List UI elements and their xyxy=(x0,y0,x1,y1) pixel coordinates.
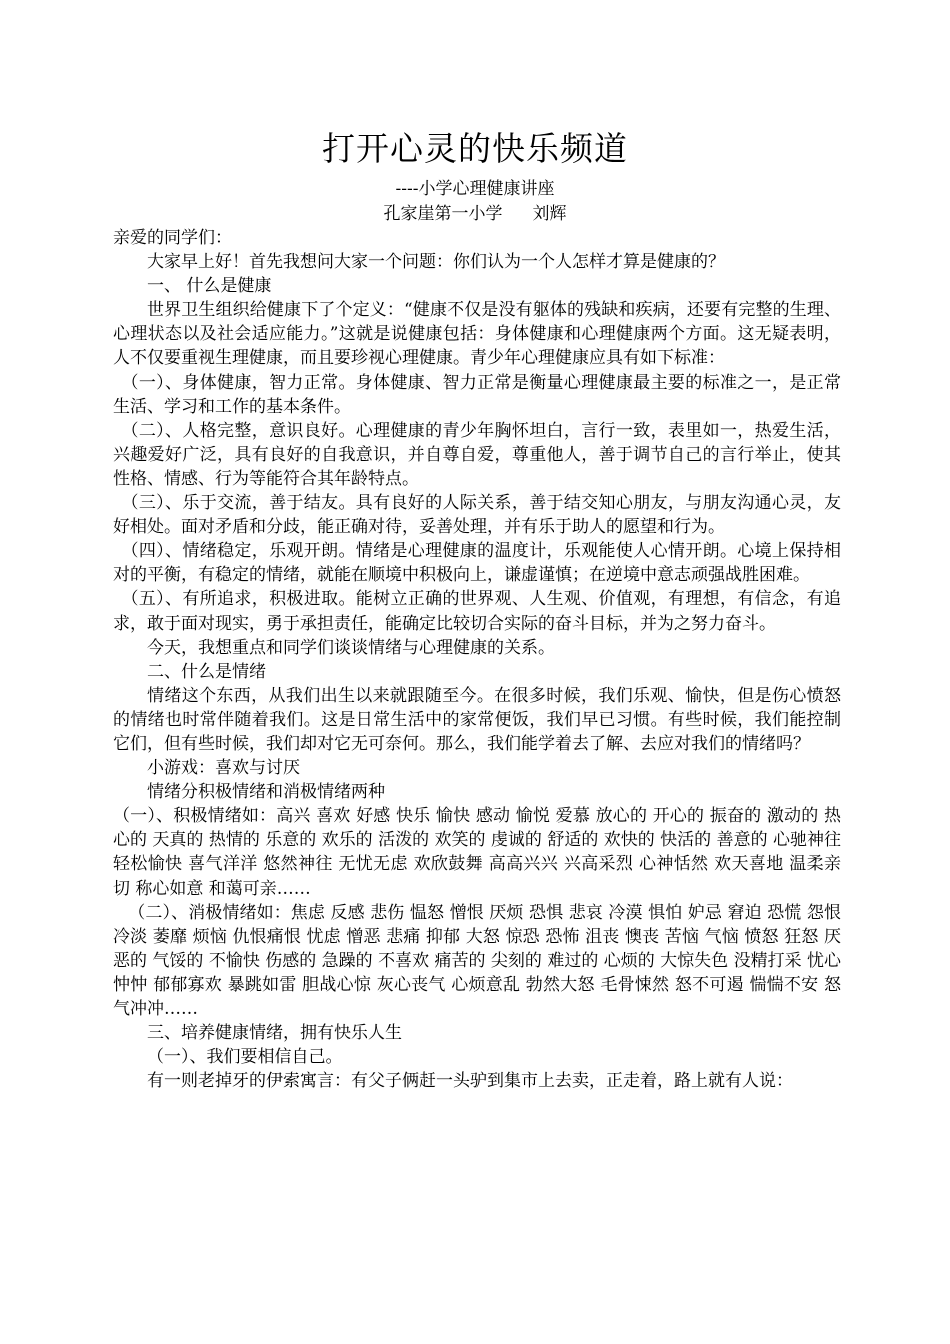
author-school: 孔家崖第一小学 xyxy=(383,204,503,224)
list-item: （二）、人格完整，意识良好。心理健康的青少年胸怀坦白，言行一致，表里如一，热爱生活，兴趣爱好广泛，具有良好的自我意识，并自尊自爱，尊重他人，善于调节自己的言行举止，使其性格、情感、行为等能符合其年龄特点。 xyxy=(113,420,841,489)
paragraph: 大家早上好！首先我想问大家一个问题：你们认为一个人怎样才算是健康的？ xyxy=(147,252,725,273)
paragraph: 今天，我想重点和同学们谈谈情绪与心理健康的关系。 xyxy=(147,637,555,658)
paragraph: 小游戏：喜欢与讨厌 xyxy=(147,758,300,779)
list-item: （三）、乐于交流，善于结友。具有良好的人际关系，善于结交知心朋友，与朋友沟通心灵，友好相处。面对矛盾和分歧，能正确对待，妥善处理，并有乐于助人的愿望和行为。 xyxy=(113,493,841,538)
list-item: （四）、情绪稳定，乐观开朗。情绪是心理健康的温度计，乐观能使人心情开朗。心境上保持相对的平衡，有稳定的情绪，就能在顺境中积极向上，谦虚谨慎；在逆境中意志顽强战胜困难。 xyxy=(113,541,841,586)
section-heading: 三、培养健康情绪，拥有快乐人生 xyxy=(147,1023,402,1044)
paragraph: 情绪这个东西，从我们出生以来就跟随至今。在很多时候，我们乐观、愉快，但是伤心愤怒的情绪也时常伴随着我们。这是日常生活中的家常便饭，我们早已习惯。有些时候，我们能控制它们，但有些时候，我们却对它无可奈何。那么，我们能学着去了解、去应对我们的情绪吗？ xyxy=(113,685,841,754)
document-body xyxy=(113,226,841,1093)
document-subtitle: ----小学心理健康讲座 xyxy=(395,179,555,199)
paragraph: 情绪分积极情绪和消极情绪两种 xyxy=(147,782,385,803)
paragraph: （一）、我们要相信自己。 xyxy=(147,1047,343,1068)
author-name: 刘辉 xyxy=(532,204,567,224)
paragraph: 有一则老掉牙的伊索寓言：有父子俩赶一头驴到集市上去卖，正走着，路上就有人说： xyxy=(147,1071,793,1092)
section-heading: 二、什么是情绪 xyxy=(147,661,266,682)
list-item: （五）、有所追求，积极进取。能树立正确的世界观、人生观、价值观，有理想，有信念，有追求，敢于面对现实，勇于承担责任，能确定比较切合实际的奋斗目标，并为之努力奋斗。 xyxy=(113,589,841,634)
list-item: （二）、消极情绪如：焦虑 反感 悲伤 愠怒 憎恨 厌烦 恐惧 悲哀 冷漠 惧怕 妒忌 窘迫 恐慌 怨恨 冷淡 萎靡 烦恼 仇恨痛恨 忧虑 憎恶 悲痛 抑郁 大怒 惊恐 恐怖 沮丧 懊丧 苦恼 气恼 愤怒 狂怒 厌恶的 气馁的 不愉快 伤感的 急躁的 不喜欢 痛苦的 尖刻的 难过的 心烦的 大惊失色 没精打采 忧心忡忡 郁郁寡欢 暴跳如雷 胆战心惊 灰心丧气 心烦意乱 勃然大怒 毛骨悚然 怒不可遏 惴惴不安 怒气冲冲…… xyxy=(113,902,841,1019)
list-item: （一）、身体健康，智力正常。身体健康、智力正常是衡量心理健康最主要的标准之一，是正常生活、学习和工作的基本条件。 xyxy=(113,372,841,417)
section-heading: 一、 什么是健康 xyxy=(147,276,272,297)
author-line xyxy=(0,202,950,226)
list-item: （一）、积极情绪如：高兴 喜欢 好感 快乐 愉快 感动 愉悦 爱慕 放心的 开心的 振奋的 激动的 热心的 天真的 热情的 乐意的 欢乐的 活泼的 欢笑的 虔诚的 舒适的 欢快的 快活的 善意的 心驰神往 轻松愉快 喜气洋洋 悠然神往 无忧无虑 欢欣鼓舞 高高兴兴 兴高采烈 心神恬然 欢天喜地 温柔亲切 称心如意 和蔼可亲…… xyxy=(113,806,841,899)
paragraph: 亲爱的同学们： xyxy=(113,228,232,248)
document-title: 打开心灵的快乐频道 xyxy=(322,129,628,168)
paragraph: 世界卫生组织给健康下了个定义：“健康不仅是没有躯体的残缺和疾病，还要有完整的生理、心理状态以及社会适应能力。”这就是说健康包括：身体健康和心理健康两个方面。这无疑表明，人不仅要重视生理健康，而且要珍视心理健康。青少年心理健康应具有如下标准： xyxy=(113,300,841,369)
